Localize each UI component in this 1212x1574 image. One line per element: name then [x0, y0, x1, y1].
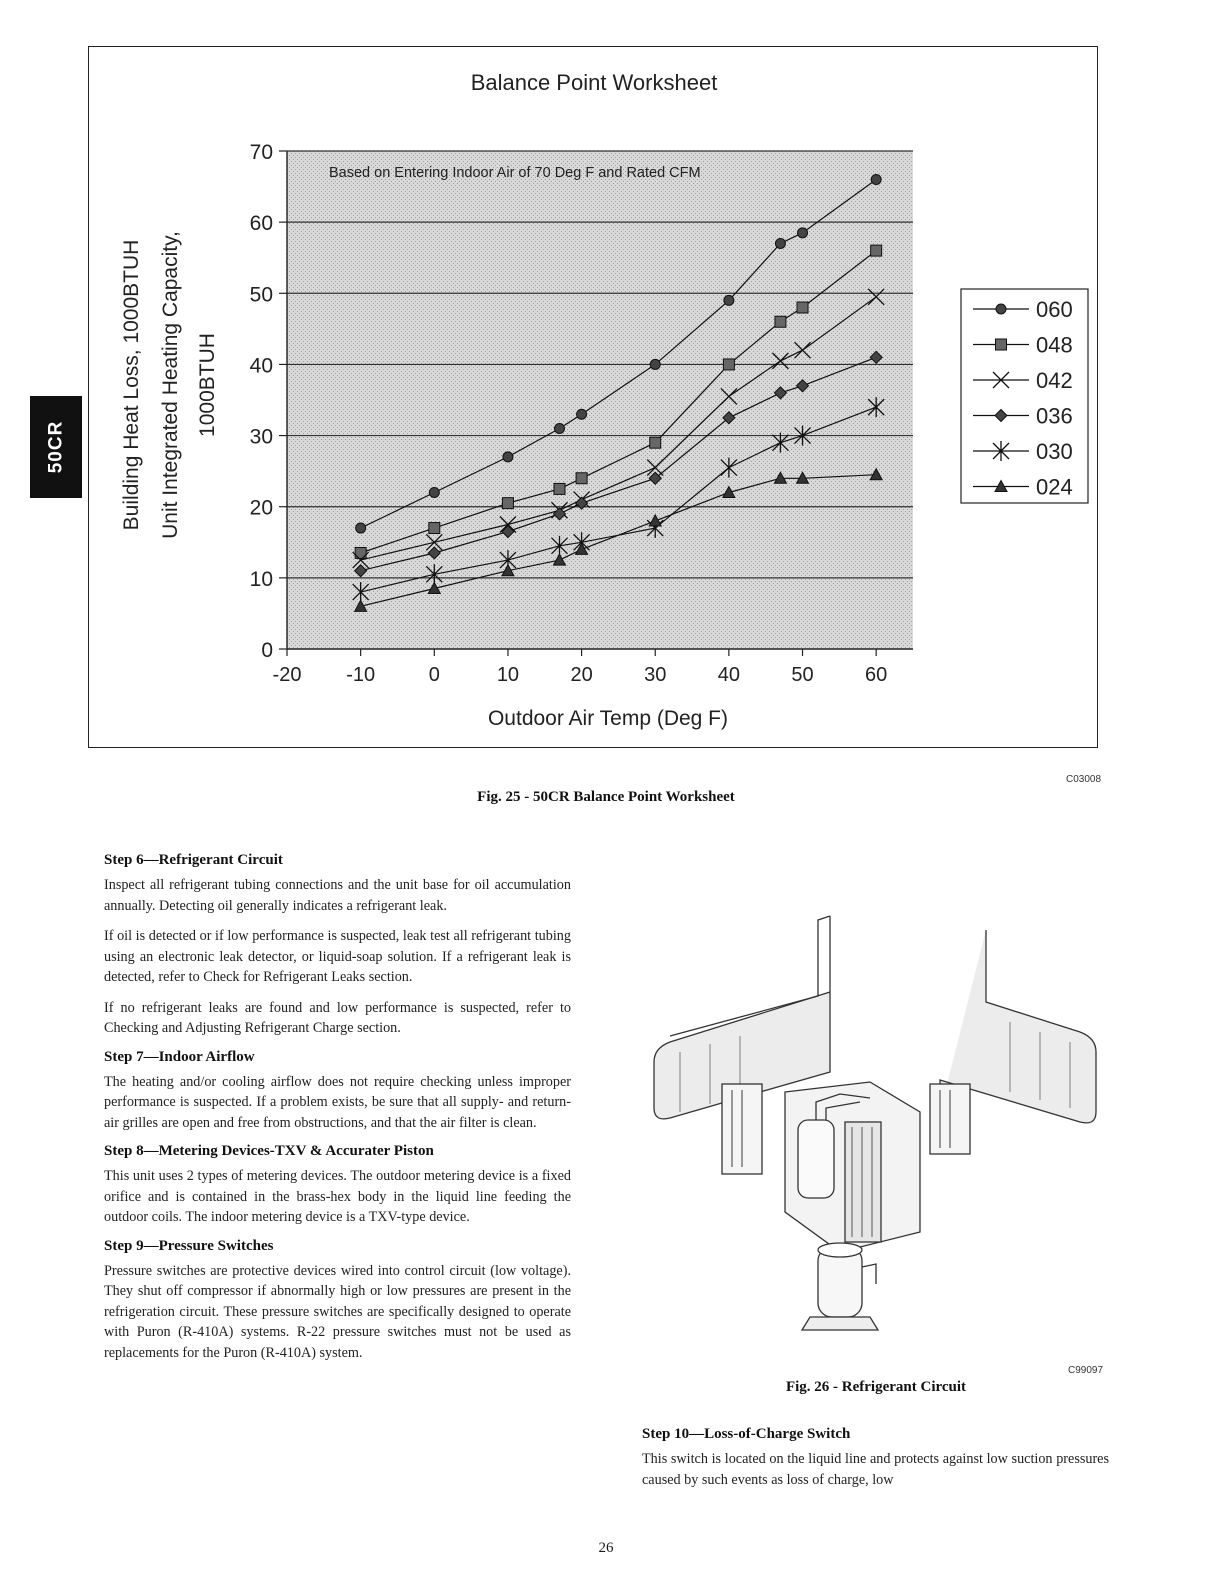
y-tick-label: 20 — [249, 496, 273, 520]
fig25-code: C03008 — [1066, 774, 1102, 785]
data-point-060 — [724, 295, 734, 305]
data-point-060 — [429, 487, 439, 497]
legend-marker-048 — [996, 339, 1007, 350]
balance-point-chart — [88, 46, 1098, 748]
step8-paragraph-1: This unit uses 2 types of metering devices. The outdoor metering device is a fixed orifice and is contained in the brass-hex body in the liquid line feeding the outdoor coils. The indoor metering device is a TXV-type device. — [104, 1168, 571, 1225]
fig26-caption: Fig. 26 - Refrigerant Circuit — [785, 1379, 967, 1395]
x-tick-label: 60 — [865, 664, 888, 686]
data-point-060 — [577, 409, 587, 419]
plot-area — [287, 151, 913, 649]
data-point-060 — [775, 238, 785, 248]
data-point-048 — [429, 523, 440, 534]
x-tick-label: -20 — [272, 664, 302, 686]
step10-title: Step 10—Loss-of-Charge Switch — [642, 1426, 851, 1442]
step9-paragraph-1: Pressure switches are protective devices wired into control circuit (low voltage). They shut off compressor if abnormally high or low pressures are present in the refrigeration circuit. These pressure switches are specifically designed to operate with Puron (R-410A) systems. R-22 pressure switches must not be used as replacements for the Puron (R-410A) system. — [104, 1262, 571, 1361]
chart-svg — [89, 47, 1099, 749]
x-tick-label: 0 — [428, 664, 440, 686]
x-tick-label: 50 — [791, 664, 814, 686]
legend-label-048: 048 — [1036, 332, 1073, 358]
y-tick-label: 50 — [249, 283, 273, 307]
right-column — [642, 1426, 1109, 1500]
left-column — [104, 852, 571, 1373]
legend-label-060: 060 — [1036, 297, 1073, 322]
data-point-048 — [723, 359, 734, 370]
data-point-060 — [356, 523, 366, 533]
chart-title: Balance Point Worksheet — [470, 70, 718, 95]
y-tick-label: 70 — [249, 141, 273, 164]
x-axis-label: Outdoor Air Temp (Deg F) — [487, 707, 729, 730]
refrigerant-circuit-illustration — [640, 912, 1110, 1352]
section-tab-label: 50CR — [45, 420, 67, 474]
y-axis-label-line3: 1000BTUH — [196, 333, 219, 437]
fig26-code: C99097 — [1068, 1365, 1104, 1376]
data-point-060 — [554, 423, 564, 433]
legend-label-030: 030 — [1036, 439, 1073, 464]
data-point-048 — [797, 302, 808, 313]
step6-paragraph-2: If oil is detected or if low performance is suspected, leak test all refrigerant tubing using an electronic leak detector, or liquid-soap solution. If a refrigerant leak is detected, refer to Check for Refrigerant Leaks section. — [104, 928, 571, 985]
data-point-048 — [650, 437, 661, 448]
x-tick-label: -10 — [346, 664, 376, 686]
data-point-048 — [554, 483, 565, 494]
step7-title: Step 7—Indoor Airflow — [104, 1048, 255, 1065]
x-tick-label: 10 — [496, 664, 520, 686]
step10-paragraph-1: This switch is located on the liquid line and protects against low suction pressures caused by such events as loss of charge, low — [642, 1451, 1109, 1488]
y-axis-label-line1: Building Heat Loss, 1000BTUH — [120, 239, 143, 531]
step8-title: Step 8—Metering Devices-TXV & Accurater Piston — [104, 1143, 434, 1159]
y-axis-label-line2: Unit Integrated Heating Capacity, — [159, 231, 182, 539]
y-tick-label: 30 — [249, 425, 273, 449]
x-tick-label: 30 — [644, 664, 667, 686]
x-tick-label: 20 — [570, 664, 593, 686]
y-tick-label: 60 — [249, 212, 273, 236]
data-point-060 — [503, 452, 513, 462]
fig25-caption: Fig. 25 - 50CR Balance Point Worksheet — [477, 789, 735, 805]
x-tick-label: 40 — [717, 664, 741, 686]
legend-label-024: 024 — [1036, 474, 1073, 500]
chart-annotation: Based on Entering Indoor Air of 70 Deg F and Rated CFM — [329, 165, 701, 181]
legend-label-036: 036 — [1036, 403, 1073, 429]
data-point-060 — [798, 228, 808, 238]
step6-paragraph-3: If no refrigerant leaks are found and low performance is suspected, refer to Checking and Adjusting Refrigerant Charge section. — [104, 999, 571, 1036]
y-tick-label: 40 — [249, 354, 273, 378]
data-point-048 — [871, 245, 882, 256]
data-point-060 — [871, 174, 881, 184]
legend-label-042: 042 — [1036, 368, 1073, 393]
legend-marker-060 — [996, 304, 1006, 314]
y-tick-label: 0 — [261, 639, 273, 662]
y-tick-label: 10 — [249, 567, 273, 591]
data-point-060 — [650, 359, 660, 369]
step9-title: Step 9—Pressure Switches — [104, 1237, 274, 1254]
data-point-048 — [502, 498, 513, 509]
step6-paragraph-1: Inspect all refrigerant tubing connections and the unit base for oil accumulation annually. Detecting oil generally indicates a refrigerant leak. — [104, 877, 571, 914]
data-point-048 — [576, 473, 587, 484]
data-point-048 — [775, 316, 786, 327]
step6-title: Step 6—Refrigerant Circuit — [104, 852, 283, 868]
section-tab — [30, 396, 82, 498]
step7-paragraph-1: The heating and/or cooling airflow does not require checking unless improper performance is suspected. If a problem exists, be sure that all supply- and return-air grilles are open and free from obstructions, and that the air filter is clean. — [104, 1073, 571, 1131]
page-number: 26 — [598, 1540, 614, 1556]
